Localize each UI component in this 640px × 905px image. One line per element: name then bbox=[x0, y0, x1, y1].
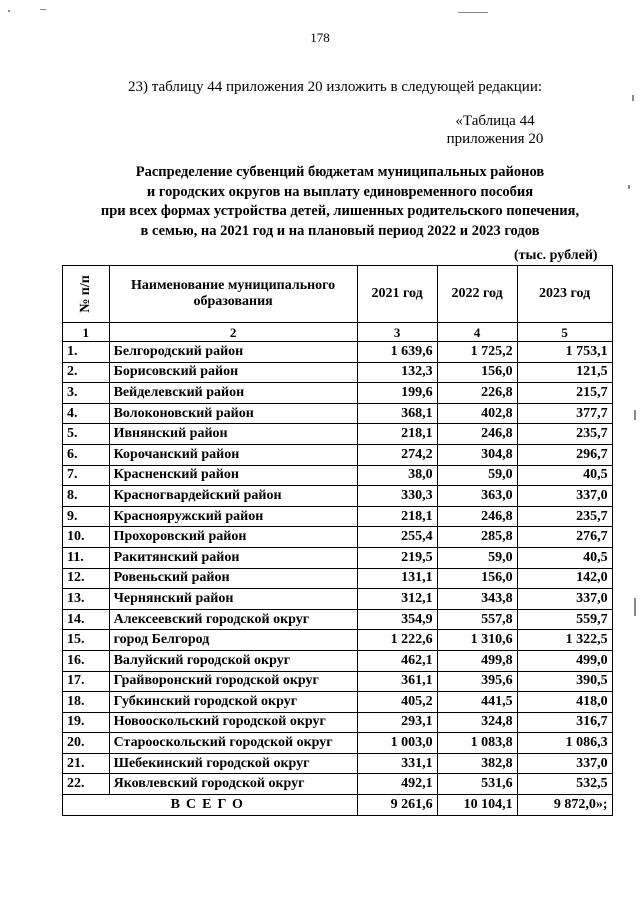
row-value-2021: 219,5 bbox=[357, 547, 437, 568]
header-2022: 2022 год bbox=[437, 266, 517, 323]
row-value-2022: 395,6 bbox=[437, 671, 517, 692]
table-row bbox=[63, 630, 613, 651]
row-number: 8. bbox=[63, 486, 110, 507]
units-label: (тыс. рублей) bbox=[514, 248, 598, 263]
row-value-2022: 531,6 bbox=[437, 774, 517, 795]
header-2021: 2021 год bbox=[357, 266, 437, 323]
total-value-2023: 9 872,0»; bbox=[517, 795, 612, 816]
row-number: 2. bbox=[63, 362, 110, 383]
title-line: в семью, на 2021 год и на плановый период 2022 и 2023 годов bbox=[140, 222, 540, 239]
row-value-2021: 361,1 bbox=[357, 671, 437, 692]
row-value-2023: 121,5 bbox=[517, 362, 612, 383]
row-name: Борисовский район bbox=[109, 362, 357, 383]
row-name: Корочанский район bbox=[109, 444, 357, 465]
row-value-2021: 312,1 bbox=[357, 589, 437, 610]
total-label: ВСЕГО bbox=[63, 795, 358, 816]
row-name: Волоконовский район bbox=[109, 403, 357, 424]
row-value-2021: 1 639,6 bbox=[357, 342, 437, 363]
scan-speck bbox=[632, 95, 634, 101]
row-name: Красногвардейский район bbox=[109, 486, 357, 507]
row-value-2023: 390,5 bbox=[517, 671, 612, 692]
row-name: город Белгород bbox=[109, 630, 357, 651]
table-row bbox=[63, 589, 613, 610]
scan-speck bbox=[634, 410, 636, 420]
table-row bbox=[63, 486, 613, 507]
row-name: Белгородский район bbox=[109, 342, 357, 363]
row-value-2021: 331,1 bbox=[357, 753, 437, 774]
total-value-2021: 9 261,6 bbox=[357, 795, 437, 816]
column-number: 5 bbox=[517, 323, 612, 342]
row-value-2022: 59,0 bbox=[437, 547, 517, 568]
row-value-2021: 218,1 bbox=[357, 506, 437, 527]
table-row bbox=[63, 753, 613, 774]
row-value-2023: 235,7 bbox=[517, 424, 612, 445]
row-value-2022: 285,8 bbox=[437, 527, 517, 548]
row-number: 19. bbox=[63, 712, 110, 733]
row-value-2021: 492,1 bbox=[357, 774, 437, 795]
row-value-2023: 418,0 bbox=[517, 692, 612, 713]
row-name: Вейделевский район bbox=[109, 383, 357, 404]
table-row bbox=[63, 650, 613, 671]
row-value-2022: 1 310,6 bbox=[437, 630, 517, 651]
row-name: Валуйский городской округ bbox=[109, 650, 357, 671]
total-row bbox=[63, 795, 613, 816]
row-number: 10. bbox=[63, 527, 110, 548]
row-value-2023: 1 753,1 bbox=[517, 342, 612, 363]
table-row bbox=[63, 692, 613, 713]
row-value-2023: 559,7 bbox=[517, 609, 612, 630]
row-value-2023: 40,5 bbox=[517, 465, 612, 486]
row-number: 7. bbox=[63, 465, 110, 486]
row-value-2021: 131,1 bbox=[357, 568, 437, 589]
column-number: 1 bbox=[63, 323, 110, 342]
row-value-2021: 1 222,6 bbox=[357, 630, 437, 651]
row-name: Прохоровский район bbox=[109, 527, 357, 548]
row-value-2022: 1 083,8 bbox=[437, 733, 517, 754]
column-number-row bbox=[63, 323, 613, 342]
row-number: 11. bbox=[63, 547, 110, 568]
row-name: Губкинский городской округ bbox=[109, 692, 357, 713]
row-value-2023: 499,0 bbox=[517, 650, 612, 671]
row-number: 12. bbox=[63, 568, 110, 589]
header-number bbox=[63, 266, 110, 323]
table-reference-line1: «Таблица 44 bbox=[455, 113, 535, 129]
row-value-2023: 40,5 bbox=[517, 547, 612, 568]
table-row bbox=[63, 671, 613, 692]
row-value-2021: 293,1 bbox=[357, 712, 437, 733]
title-line: при всех формах устройства детей, лишенных родительского попечения, bbox=[100, 203, 580, 219]
row-name: Чернянский район bbox=[109, 589, 357, 610]
row-value-2022: 557,8 bbox=[437, 609, 517, 630]
row-number: 4. bbox=[63, 403, 110, 424]
title-line: Распределение субвенций бюджетам муниципальных районов bbox=[135, 164, 545, 180]
row-value-2023: 316,7 bbox=[517, 712, 612, 733]
table-row bbox=[63, 383, 613, 404]
scan-speck bbox=[458, 12, 488, 13]
scan-speck bbox=[628, 185, 630, 189]
header-name bbox=[109, 266, 357, 323]
table-reference bbox=[420, 112, 570, 148]
row-number: 18. bbox=[63, 692, 110, 713]
row-value-2021: 368,1 bbox=[357, 403, 437, 424]
row-value-2021: 274,2 bbox=[357, 444, 437, 465]
table-row bbox=[63, 444, 613, 465]
row-value-2022: 246,8 bbox=[437, 506, 517, 527]
row-number: 14. bbox=[63, 609, 110, 630]
header-name-line1: Наименование муниципального bbox=[131, 278, 336, 293]
row-number: 17. bbox=[63, 671, 110, 692]
table-row bbox=[63, 774, 613, 795]
row-value-2021: 354,9 bbox=[357, 609, 437, 630]
row-name: Ивнянский район bbox=[109, 424, 357, 445]
header-name-line2: образования bbox=[193, 294, 273, 309]
row-number: 16. bbox=[63, 650, 110, 671]
row-name: Грайворонский городской округ bbox=[109, 671, 357, 692]
table-row bbox=[63, 424, 613, 445]
row-number: 22. bbox=[63, 774, 110, 795]
title-line: и городских округов на выплату единовременного пособия bbox=[146, 183, 534, 200]
table-header-row bbox=[63, 266, 613, 323]
instruction-text: 23) таблицу 44 приложения 20 изложить в следующей редакции: bbox=[128, 79, 543, 95]
row-value-2022: 441,5 bbox=[437, 692, 517, 713]
row-name: Новооскольский городской округ bbox=[109, 712, 357, 733]
row-value-2021: 405,2 bbox=[357, 692, 437, 713]
table-reference-line2: приложения 20 bbox=[446, 131, 544, 147]
row-value-2023: 532,5 bbox=[517, 774, 612, 795]
scan-speck bbox=[634, 598, 636, 616]
row-number: 1. bbox=[63, 342, 110, 363]
row-value-2023: 337,0 bbox=[517, 589, 612, 610]
row-value-2022: 402,8 bbox=[437, 403, 517, 424]
row-name: Шебекинский городской округ bbox=[109, 753, 357, 774]
row-value-2022: 499,8 bbox=[437, 650, 517, 671]
row-name: Алексеевский городской округ bbox=[109, 609, 357, 630]
table-row bbox=[63, 609, 613, 630]
page-number: 178 bbox=[310, 30, 330, 45]
row-number: 13. bbox=[63, 589, 110, 610]
table-row bbox=[63, 342, 613, 363]
table-row bbox=[63, 712, 613, 733]
table-row bbox=[63, 465, 613, 486]
row-number: 20. bbox=[63, 733, 110, 754]
row-value-2022: 226,8 bbox=[437, 383, 517, 404]
table-row bbox=[63, 362, 613, 383]
table-row bbox=[63, 733, 613, 754]
row-number: 3. bbox=[63, 383, 110, 404]
subventions-table bbox=[62, 265, 613, 816]
column-number: 3 bbox=[357, 323, 437, 342]
row-value-2021: 1 003,0 bbox=[357, 733, 437, 754]
total-value-2022: 10 104,1 bbox=[437, 795, 517, 816]
row-name: Красненский район bbox=[109, 465, 357, 486]
scan-speck bbox=[40, 9, 46, 10]
row-number: 6. bbox=[63, 444, 110, 465]
row-value-2023: 215,7 bbox=[517, 383, 612, 404]
row-name: Ракитянский район bbox=[109, 547, 357, 568]
row-value-2022: 363,0 bbox=[437, 486, 517, 507]
row-number: 5. bbox=[63, 424, 110, 445]
row-value-2021: 38,0 bbox=[357, 465, 437, 486]
row-name: Старооскольский городской округ bbox=[109, 733, 357, 754]
row-number: 9. bbox=[63, 506, 110, 527]
row-number: 15. bbox=[63, 630, 110, 651]
row-value-2023: 276,7 bbox=[517, 527, 612, 548]
table-row bbox=[63, 527, 613, 548]
row-value-2022: 246,8 bbox=[437, 424, 517, 445]
header-2023: 2023 год bbox=[517, 266, 612, 323]
row-value-2022: 304,8 bbox=[437, 444, 517, 465]
row-value-2021: 255,4 bbox=[357, 527, 437, 548]
row-value-2021: 218,1 bbox=[357, 424, 437, 445]
row-value-2023: 1 086,3 bbox=[517, 733, 612, 754]
row-value-2023: 337,0 bbox=[517, 486, 612, 507]
column-number: 4 bbox=[437, 323, 517, 342]
row-value-2022: 59,0 bbox=[437, 465, 517, 486]
row-value-2022: 324,8 bbox=[437, 712, 517, 733]
document-title bbox=[60, 163, 620, 241]
row-value-2022: 156,0 bbox=[437, 362, 517, 383]
table-row bbox=[63, 403, 613, 424]
row-value-2023: 377,7 bbox=[517, 403, 612, 424]
column-number: 2 bbox=[109, 323, 357, 342]
scan-speck bbox=[8, 10, 10, 12]
row-value-2021: 199,6 bbox=[357, 383, 437, 404]
row-value-2023: 1 322,5 bbox=[517, 630, 612, 651]
row-value-2023: 337,0 bbox=[517, 753, 612, 774]
table-row bbox=[63, 547, 613, 568]
row-value-2021: 132,3 bbox=[357, 362, 437, 383]
row-value-2023: 296,7 bbox=[517, 444, 612, 465]
row-value-2022: 1 725,2 bbox=[437, 342, 517, 363]
row-value-2023: 142,0 bbox=[517, 568, 612, 589]
row-value-2023: 235,7 bbox=[517, 506, 612, 527]
header-number-text: № п/п bbox=[77, 275, 93, 313]
row-value-2021: 330,3 bbox=[357, 486, 437, 507]
row-name: Ровеньский район bbox=[109, 568, 357, 589]
row-name: Краснояружский район bbox=[109, 506, 357, 527]
row-value-2022: 343,8 bbox=[437, 589, 517, 610]
row-value-2022: 156,0 bbox=[437, 568, 517, 589]
table-row bbox=[63, 506, 613, 527]
table-row bbox=[63, 568, 613, 589]
row-number: 21. bbox=[63, 753, 110, 774]
row-value-2022: 382,8 bbox=[437, 753, 517, 774]
row-name: Яковлевский городской округ bbox=[109, 774, 357, 795]
row-value-2021: 462,1 bbox=[357, 650, 437, 671]
